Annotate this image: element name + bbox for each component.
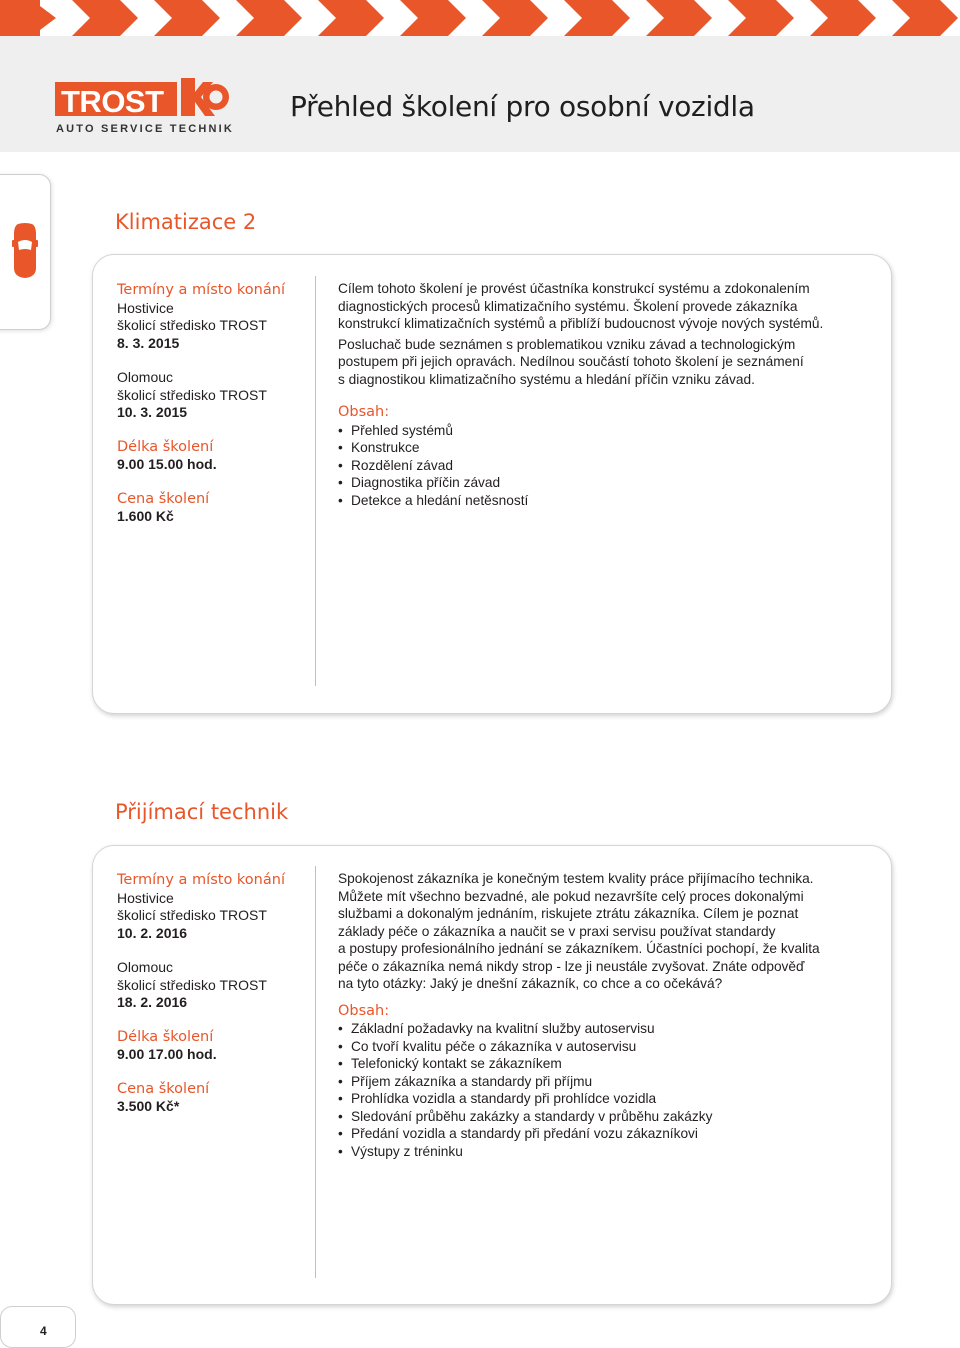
svg-text:AUTO SERVICE TECHNIK: AUTO SERVICE TECHNIK [56,123,235,134]
venue-city: Hostivice [117,889,174,906]
venue-city: Olomouc [117,959,174,975]
course-description [338,280,878,509]
list-item: • Co tvoří kvalitu péče o zákazníka v autoservisu [338,1038,878,1056]
svg-text:TROST: TROST [61,84,164,119]
venue-date: 8. 3. 2015 [117,334,180,351]
course-info [117,872,307,1116]
page-number: 4 [40,1324,47,1338]
price-value: 1.600 Kč [117,508,174,524]
list-item: • Výstupy z tréninku [338,1143,878,1161]
page-title: Přehled školení pro osobní vozidla [290,90,755,123]
duration-value: 9.00 17.00 hod. [117,1046,217,1062]
duration-value: 9.00 15.00 hod. [117,456,217,472]
list-item: • Konstrukce [338,439,878,457]
venue-place: školicí středisko TROST [117,386,267,403]
description-line: na tyto otázky: Jaký je dnešní zákazník, co chce a co očekává? [338,976,723,991]
description-line: a postupy profesionálního jednání se zákazníkem. Účastníci pochopí, že kvalita [338,941,820,956]
venue-city: Olomouc [117,369,174,385]
trost-logo [55,78,235,134]
venue-city: Hostivice [117,299,174,316]
terms-label: Termíny a místo konání [117,282,285,298]
contents-label: Obsah: [338,404,390,420]
list-item: • Základní požadavky na kvalitní služby autoservisu [338,1020,878,1038]
description-line: Cílem tohoto školení je provést účastníka konstrukcí systému a zdokonalením [338,281,810,296]
column-divider [315,866,316,1278]
contents-list [338,422,878,510]
venue-date: 18. 2. 2016 [117,994,188,1010]
list-item: • Sledování průběhu zakázky a standardy v průběhu zakázky [338,1108,878,1126]
list-item: • Telefonický kontakt se zákazníkem [338,1055,878,1073]
contents-list [338,1020,878,1160]
arrow-band [0,0,960,36]
description-line: postupem při jejich opravách. Nedílnou součástí tohoto školení je seznámení [338,354,804,369]
price-label: Cena školení [117,1080,210,1097]
venue-date: 10. 3. 2015 [117,404,188,420]
venue-place: školicí středisko TROST [117,317,267,333]
description-line: konstrukcí klimatizačních systémů a přiblíží budoucnost vývoje nových systémů. [338,316,824,331]
description-line: péče o zákazníka nemá nikdy strop - lze ji neustále zvyšovat. Znáte odpověď [338,958,805,974]
description-line: Spokojenost zákazníka je konečným testem kvality práce přijímacího technika. [338,871,814,886]
duration-label: Délka školení [117,1028,214,1045]
list-item: • Předání vozidla a standardy při předání vozu zákazníkovi [338,1125,878,1143]
list-item: • Detekce a hledání netěsností [338,492,878,510]
terms-label: Termíny a místo konání [117,872,285,888]
venue-place: školicí středisko TROST [117,976,267,993]
column-divider [315,276,316,686]
section-title-klimatizace: Klimatizace 2 [115,210,257,234]
description-line: základy péče o zákazníka a naučit se v praxi servisu používat standardy [338,923,776,939]
list-item: • Příjem zákazníka a standardy při příjmu [338,1073,878,1091]
list-item: • Prohlídka vozidla a standardy při prohlídce vozidla [338,1090,878,1108]
description-line: s diagnostikou klimatizačního systému a hledání příčin vzniku závad. [338,371,755,387]
section-title-prijimaci: Přijímací technik [115,800,289,824]
description-line: diagnostických procesů klimatizačního systému. Školení provede zákazníka [338,298,798,314]
page-number-tab [0,1306,76,1348]
price-label: Cena školení [117,490,210,507]
contents-label: Obsah: [338,1002,390,1019]
description-line: Posluchač bude seznámen s problematikou vzniku závad a technologickým [338,336,796,352]
list-item: • Diagnostika příčin závad [338,474,878,492]
venue-date: 10. 2. 2016 [117,924,188,941]
course-info [117,282,307,526]
description-line: Můžete mít všechno bezvadné, ale pokud nezavršíte celý proces dokonalými [338,888,804,904]
price-value: 3.500 Kč* [117,1098,180,1114]
car-icon [12,222,38,280]
list-item: • Rozdělení závad [338,457,878,475]
duration-label: Délka školení [117,438,214,455]
course-description [338,870,878,1160]
venue-place: školicí středisko TROST [117,907,267,923]
list-item: • Přehled systémů [338,422,878,440]
description-line: službami a dokonalým jednáním, riskujete ztrátu zákazníka. Cílem je poznat [338,906,799,921]
